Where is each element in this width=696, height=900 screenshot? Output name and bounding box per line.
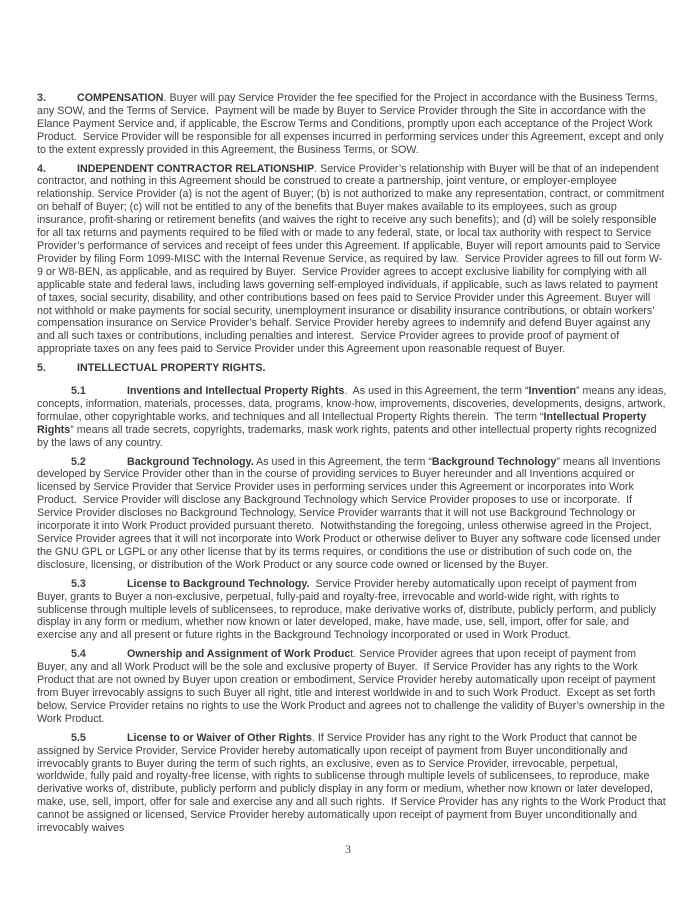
clause-body-text: ” means any ideas, concepts, information, materials, processes, data, programs, know-how, improvements, discoveries, developments, designs, artwork, formulae, other copyrightable works, and techniques and all Intellectual Property Rights therein. The term “ — [37, 385, 670, 423]
clause-heading-text: Inventions and Intellectual Property Rights — [127, 385, 345, 398]
clause-body-text: ” means all Inventions developed by Service Provider other than in the course of providing services to Buyer hereunder and all Inventions acquired or licensed by Service Provider that Service Provider uses in performing services under this Agreement or incorporates into Work Product. Service Provider will disclose any Background Technology which Service Provider proposes to use or incorporate. If Service Provider discloses no Background Technology, Service Provider warrants that it will not use Background Technology or incorporate it into Work Product provided pursuant thereto. Notwithstanding the foregoing, unless otherwise agreed in the Project, Service Provider agrees that it will not incorporate into Work Product or otherwise deliver to Buyer any software code licensed under the GNU GPL or LGPL or any other license that by its terms requires, or conditions the use or distribution of such code on, the disclosure, licensing, or distribution of the Work Product or any source code owned or licensed by the Buyer. — [37, 455, 664, 571]
section-paragraph — [37, 92, 668, 157]
clause-number: 5.4 — [71, 648, 86, 661]
clause-number: 5.1 — [71, 385, 86, 398]
clause-body-text: As used in this Agreement, the term “ — [253, 455, 432, 468]
page-number: 3 — [345, 842, 351, 856]
clause-body-text: . Buyer will pay Service Provider the fee specified for the Project in accordance with the Business Terms, any SOW, and the Terms of Service. Payment will be made by Buyer to Service Provider through the Site in accordance with the Elance Payment Service and, if applicable, the Escrow Terms and Conditions, promptly upon each acceptance of the Project Work Product. Service Provider will be responsible for all expenses incurred in performing services under this Agreement, except and only to the extent expressly provided in this Agreement, the Business Terms, or SOW. — [37, 92, 667, 156]
section-paragraph — [37, 362, 668, 375]
clause-heading-text: Invention — [528, 385, 577, 398]
clause-heading-text: COMPENSATION — [77, 92, 164, 104]
clause-heading-text: Intellectual Property Rights — [37, 410, 650, 436]
clause-body-text: . Service Provider’s relationship with Buyer will be that of an independent contractor, and nothing in this Agreement should be construed to create a partnership, joint venture, or employer-employee relationship. Service Provider (a) is not the agent of Buyer; (b) is not authorized to make any representation, contract, or commitment on behalf of Buyer; (c) will not be entitled to any of the benefits that Buyer makes available to its employees, such as group insurance, profit-sharing or retirement benefits (and waives the right to receive any such benefits); and (d) will be solely responsible for all tax returns and payments required to be filed with or made to any federal, state, or local tax authority with respect to Service Provider’s performance of services and receipt of fees under this Agreement. If applicable, Buyer will report amounts paid to Service Provider by filing Form 1099-MISC with the Internal Revenue Service, as required by law. Service Provider agrees to fill out form W-9 or W8-BEN, as applicable, and as required by Buyer. Service Provider agrees to accept exclusive liability for complying with all applicable state and federal laws, including laws governing self-employed individuals, if applicable, such as laws related to payment of taxes, social security, disability, and other contributions based on fees paid to Service Provider under this Agreement. Buyer will not withhold or make payments for social security, unemployment insurance or disability insurance contributions, or obtain workers’ compensation insurance on Service Provider’s behalf. Service Provider hereby agrees to indemnify and defend Buyer against any and all such taxes or contributions, including penalties and interest. Service Provider agrees to provide proof of payment of appropriate taxes on any fees paid to Service Provider under this Agreement upon reasonable request of Buyer. — [37, 162, 668, 356]
section-paragraph — [37, 163, 668, 357]
clause-number: 5. — [37, 362, 46, 375]
clause-heading-text: INDEPENDENT CONTRACTOR RELATIONSHIP — [77, 162, 315, 175]
clause-number: 5.2 — [71, 455, 86, 468]
clause-number: 5.5 — [71, 731, 86, 744]
clause-heading-text: Ownership and Assignment of Work Produc — [127, 648, 351, 661]
clause-body-text: Service Provider hereby automatically upon receipt of payment from Buyer, grants to Buyer a non-exclusive, perpetual, fully-paid and royalty-free, irrevocable and world-wide right, with rights to sublicense through multiple levels of sublicensees, to reproduce, make derivative works of, distribute, publicly perform, and publicly display in any form or medium, whether now known or later developed, make, have made, use, sell, import, offer for sale, and exercise any and all present or future rights in the Background Technology incorporated or used in Work Product. — [37, 577, 659, 642]
clause-body-text: . As used in this Agreement, the term “ — [344, 385, 529, 398]
clause-body-text: ” means all trade secrets, copyrights, trademarks, mask work rights, patents and other intellectual property rights recognized by the laws of any country. — [37, 423, 660, 449]
subsection-paragraph — [37, 732, 668, 835]
clause-heading-text: Background Technology. — [127, 455, 254, 468]
clause-number: 3. — [37, 92, 46, 104]
clause-heading-text: License to or Waiver of Other Rights — [127, 731, 312, 744]
subsection-paragraph — [37, 648, 668, 725]
clause-heading-text: Background Technology — [431, 455, 557, 468]
clause-number: 5.3 — [71, 577, 86, 590]
clause-number: 4. — [37, 162, 46, 175]
clause-body-text: . If Service Provider has any right to the Work Product that cannot be assigned by Service Provider, Service Provider hereby automatically upon receipt of payment from Buyer unconditionally and irrevocably grants to Buyer during the term of such rights, an exclusive, even as to Service Provider, irrevocable, perpetual, worldwide, fully paid and royalty-free license, with rights to sublicense through multiple levels of sublicensees, to reproduce, make derivative works of, distribute, publicly perform and publicly display in any form or medium, whether now known or later developed, make, use, sell, import, offer for sale and exercise any and all such rights. If Service Provider has any rights to the Work Product that cannot be assigned or licensed, Service Provider hereby automatically upon receipt of payment from Buyer unconditionally and irrevocably waives — [37, 731, 669, 835]
clause-body-text: t. Service Provider agrees that upon receipt of payment from Buyer, any and all Work Product will be the sole and exclusive property of Buyer. If Service Provider has any rights to the Work Product that are not owned by Buyer upon creation or embodiment, Service Provider hereby automatically upon receipt of payment from Buyer irrevocably assigns to such Buyer all right, title and interest worldwide in and to such Work Product. Except as set forth below, Service Provider retains no rights to use the Work Product and agrees not to challenge the validity of Buyer’s ownership in the Work Product. — [37, 648, 668, 725]
subsection-paragraph — [37, 385, 668, 450]
document-body — [37, 92, 668, 841]
clause-heading-text: INTELLECTUAL PROPERTY RIGHTS. — [77, 362, 266, 375]
subsection-paragraph — [37, 456, 668, 572]
clause-heading-text: License to Background Technology. — [127, 577, 310, 590]
subsection-paragraph — [37, 578, 668, 643]
